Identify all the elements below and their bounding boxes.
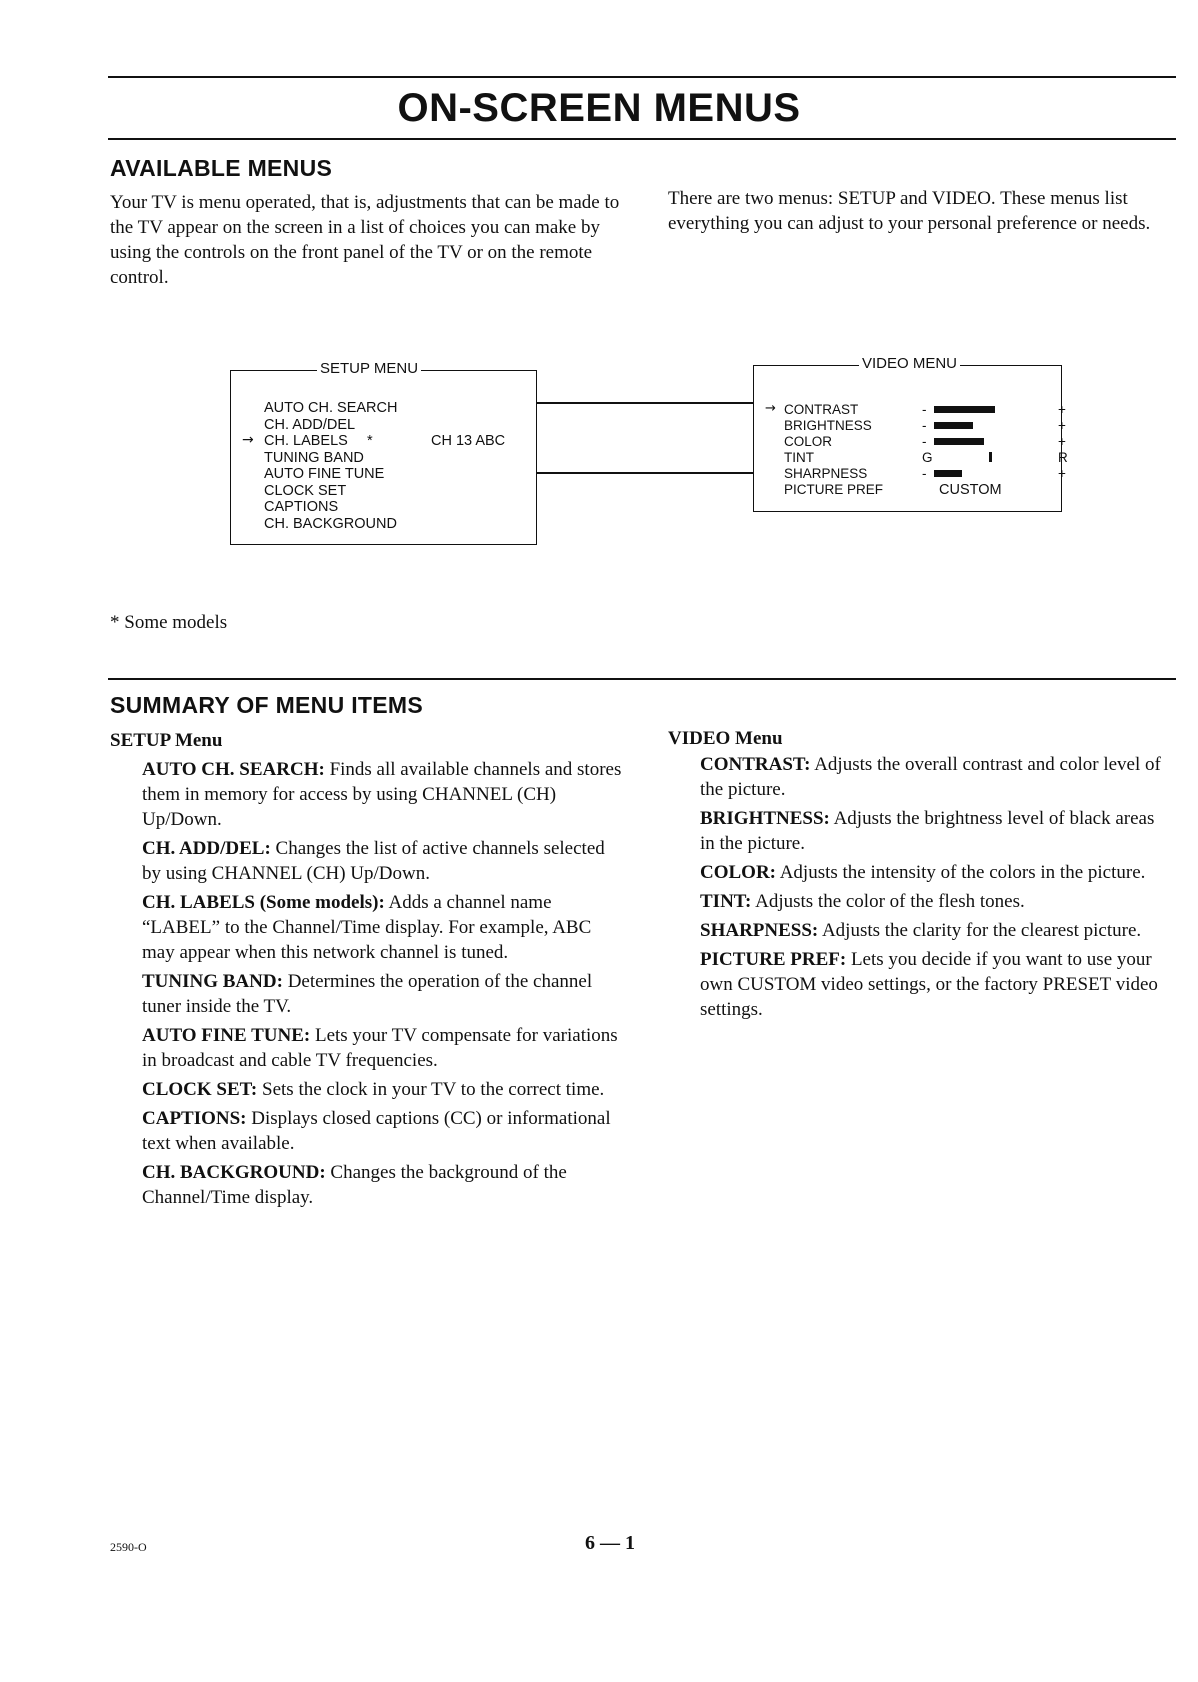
video-row-tint — [784, 450, 1068, 466]
connector-line-top — [536, 402, 753, 404]
setup-item-auto-fine-tune: AUTO FINE TUNE — [264, 466, 385, 482]
video-plus: R — [1058, 450, 1068, 465]
video-minus: - — [922, 466, 927, 481]
arrow-icon: → — [765, 401, 776, 416]
setup-item-ch-add-del: CH. ADD/DEL — [264, 416, 356, 433]
setup-items-list — [142, 757, 628, 1214]
summary-item-ch-add-del — [142, 836, 628, 886]
video-menu-title: VIDEO MENU — [859, 355, 960, 372]
summary-item-ch-background — [142, 1160, 628, 1210]
item-desc: Adjusts the clarity for the clearest picture. — [818, 920, 1142, 941]
video-row-brightness — [784, 418, 1066, 434]
available-menus-heading: AVAILABLE MENUS — [110, 155, 333, 181]
setup-item-ch-background: CH. BACKGROUND — [264, 515, 397, 532]
item-term: CH. BACKGROUND: — [142, 1162, 326, 1183]
video-plus: + — [1058, 466, 1066, 481]
video-label: CONTRAST — [784, 402, 859, 417]
item-term: CH. LABELS (Some models): — [142, 892, 385, 913]
setup-item-auto-ch-search: AUTO CH. SEARCH — [264, 400, 398, 416]
summary-item-tuning-band — [142, 969, 628, 1019]
page-title: ON-SCREEN MENUS — [397, 86, 801, 130]
level-bar — [934, 406, 995, 413]
tint-marker — [989, 452, 992, 462]
item-term: SHARPNESS: — [700, 920, 819, 941]
picture-pref-value: CUSTOM — [939, 482, 1002, 498]
item-desc: Changes the list of active channels selected by using CHANNEL (CH) Up/Down. — [142, 838, 605, 884]
video-label: COLOR — [784, 434, 833, 449]
item-desc: Sets the clock in your TV to the correct time. — [257, 1079, 605, 1100]
item-term: BRIGHTNESS: — [700, 808, 830, 829]
setup-menu-title: SETUP MENU — [317, 360, 421, 377]
item-desc: Determines the operation of the channel tuner inside the TV. — [142, 971, 593, 1017]
item-desc: Adds a channel name “LABEL” to the Channel/Time display. For example, ABC may appear when this network channel is tuned. — [142, 892, 592, 963]
item-term: AUTO CH. SEARCH: — [142, 759, 325, 780]
summary-item-color — [700, 860, 1172, 885]
video-minus: - — [922, 434, 927, 449]
level-bar — [934, 422, 973, 429]
video-menu-box — [753, 355, 1068, 512]
asterisk-mark: * — [367, 433, 373, 449]
level-bar — [934, 438, 984, 445]
video-row-picture-pref — [784, 482, 1054, 498]
connector-line-bottom — [536, 472, 753, 474]
arrow-icon: → — [242, 432, 254, 448]
summary-item-picture-pref — [700, 947, 1172, 1022]
setup-item-tuning-band: TUNING BAND — [264, 449, 364, 466]
title-rule — [108, 138, 1176, 140]
level-bar — [934, 470, 962, 477]
summary-rule — [108, 678, 1176, 680]
item-desc: Adjusts the overall contrast and color level of the picture. — [700, 754, 1161, 800]
footnote: * Some models — [110, 612, 228, 633]
video-minus: - — [922, 418, 927, 433]
video-plus: + — [1058, 434, 1066, 449]
ch-label-value: CH 13 ABC — [431, 433, 506, 449]
video-row-sharpness — [784, 466, 1066, 482]
item-desc: Displays closed captions (CC) or informational text when available. — [142, 1108, 611, 1154]
item-desc: Lets you decide if you want to use your own CUSTOM video settings, or the factory PRESET video settings. — [700, 949, 1158, 1020]
summary-item-clock-set — [142, 1077, 628, 1102]
item-term: CH. ADD/DEL: — [142, 838, 271, 859]
top-rule — [108, 76, 1176, 78]
video-label: TINT — [784, 450, 814, 465]
setup-item-captions: CAPTIONS — [264, 499, 339, 515]
summary-item-captions — [142, 1106, 628, 1156]
video-plus: + — [1058, 402, 1066, 417]
item-term: PICTURE PREF: — [700, 949, 847, 970]
summary-item-contrast — [700, 752, 1172, 802]
setup-menu-column-heading: SETUP Menu — [110, 730, 223, 751]
video-minus: G — [922, 450, 933, 465]
item-desc: Adjusts the intensity of the colors in the picture. — [776, 862, 1146, 883]
summary-item-sharpness — [700, 918, 1172, 943]
page-number: 6 — 1 — [585, 1532, 635, 1554]
summary-item-auto-fine-tune — [142, 1023, 628, 1073]
item-term: CAPTIONS: — [142, 1108, 247, 1129]
item-desc: Adjusts the color of the flesh tones. — [751, 891, 1025, 912]
item-term: TUNING BAND: — [142, 971, 283, 992]
available-right-text: There are two menus: SETUP and VIDEO. These menus list everything you can adjust to your personal preference or needs. — [668, 188, 1151, 234]
video-menu-column-heading: VIDEO Menu — [668, 728, 783, 749]
item-desc: Finds all available channels and stores them in memory for access by using CHANNEL (CH) Up/Down. — [142, 759, 622, 830]
video-items-list — [700, 752, 1172, 1026]
item-term: CONTRAST: — [700, 754, 811, 775]
video-label: BRIGHTNESS — [784, 418, 872, 433]
item-term: TINT: — [700, 891, 752, 912]
item-desc: Adjusts the brightness level of black areas in the picture. — [700, 808, 1155, 854]
video-plus: + — [1058, 418, 1066, 433]
item-term: COLOR: — [700, 862, 776, 883]
summary-item-ch-labels — [142, 890, 628, 965]
item-term: AUTO FINE TUNE: — [142, 1025, 311, 1046]
item-term: CLOCK SET: — [142, 1079, 258, 1100]
item-desc: Lets your TV compensate for variations in broadcast and cable TV frequencies. — [142, 1025, 618, 1071]
video-row-color — [784, 434, 1066, 450]
summary-item-brightness — [700, 806, 1172, 856]
video-label: SHARPNESS — [784, 466, 868, 481]
setup-menu-box — [230, 360, 537, 545]
video-minus: - — [922, 402, 927, 417]
item-desc: Changes the background of the Channel/Time display. — [142, 1162, 567, 1208]
available-left-text: Your TV is menu operated, that is, adjustments that can be made to the TV appear on the screen in a list of choices you can make by using the controls on the front panel of the TV or on the remote control. — [110, 192, 620, 288]
setup-item-clock-set: CLOCK SET — [264, 482, 347, 499]
video-row-contrast — [784, 402, 1066, 418]
document-code: 2590-O — [110, 1540, 147, 1554]
summary-heading: SUMMARY OF MENU ITEMS — [110, 692, 423, 718]
summary-item-auto-ch-search — [142, 757, 628, 832]
setup-item-ch-labels: CH. LABELS — [264, 433, 348, 449]
summary-item-tint — [700, 889, 1172, 914]
picture-pref-label: PICTURE PREF — [784, 482, 884, 497]
